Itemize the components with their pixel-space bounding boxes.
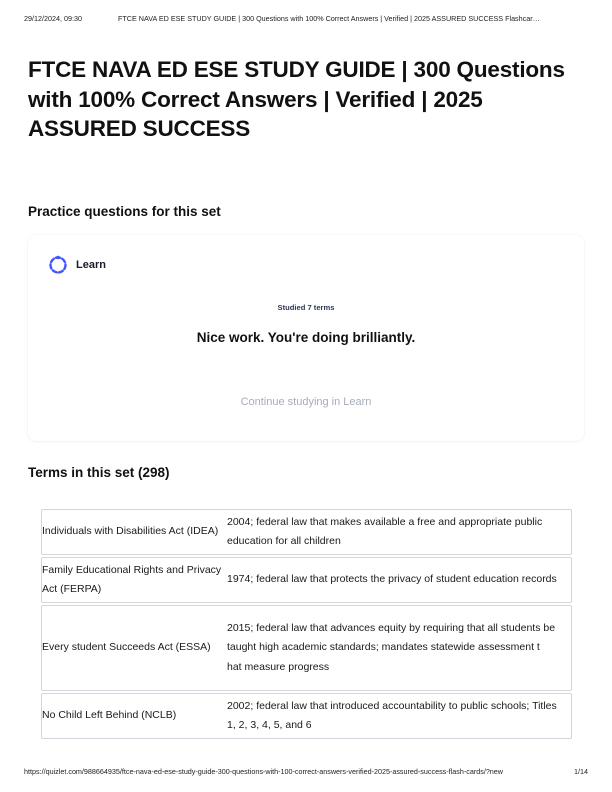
page-url: https://quizlet.com/988664935/ftce-nava-ed-ese-study-guide-300-questions-with-100-correct-answers-verified-2025-assured-success-flash-cards/?new bbox=[24, 767, 503, 776]
set-title: FTCE NAVA ED ESE STUDY GUIDE | 300 Questions with 100% Correct Answers | Verified | 2025 ASSURED SUCCESS bbox=[28, 57, 565, 141]
definition-cell: 1974; federal law that protects the privacy of student education records bbox=[227, 573, 557, 586]
learn-mode-link[interactable] bbox=[48, 255, 106, 275]
term-cell: No Child Left Behind (NCLB) bbox=[42, 709, 177, 722]
table-row bbox=[41, 693, 572, 739]
print-page-title: FTCE NAVA ED ESE STUDY GUIDE | 300 Questions with 100% Correct Answers | Verified | 2025 ASSURED SUCCESS Flashcar… bbox=[118, 14, 540, 23]
encouragement-message: Nice work. You're doing brilliantly. bbox=[196, 330, 416, 345]
learn-label: Learn bbox=[76, 259, 106, 271]
table-row bbox=[41, 605, 572, 691]
definition-cell: 2002; federal law that introduced accountability to public schools; Titles 1, 2, 3, 4, 5, and 6 bbox=[227, 699, 557, 731]
page-number: 1/14 bbox=[574, 767, 588, 776]
continue-learn-link[interactable]: Continue studying in Learn bbox=[240, 396, 372, 408]
practice-heading: Practice questions for this set bbox=[28, 204, 221, 219]
term-cell: Family Educational Rights and Privacy Act (FERPA) bbox=[42, 563, 222, 595]
print-date: 29/12/2024, 09:30 bbox=[24, 14, 82, 23]
term-cell: Every student Succeeds Act (ESSA) bbox=[42, 641, 211, 654]
learn-practice-card[interactable] bbox=[28, 235, 584, 441]
learn-progress-ring-icon bbox=[48, 255, 68, 275]
table-row bbox=[41, 557, 572, 603]
terms-table bbox=[41, 509, 572, 741]
definition-cell: 2004; federal law that makes available a free and appropriate public education for all children bbox=[227, 515, 543, 547]
terms-heading: Terms in this set (298) bbox=[28, 465, 170, 480]
studied-count: Studied 7 terms bbox=[277, 303, 335, 312]
table-row bbox=[41, 509, 572, 555]
term-cell: Individuals with Disabilities Act (IDEA) bbox=[42, 525, 219, 538]
definition-cell: 2015; federal law that advances equity by requiring that all students be taught high academic standards; mandates statewide assessment t hat measure progress bbox=[227, 622, 556, 673]
